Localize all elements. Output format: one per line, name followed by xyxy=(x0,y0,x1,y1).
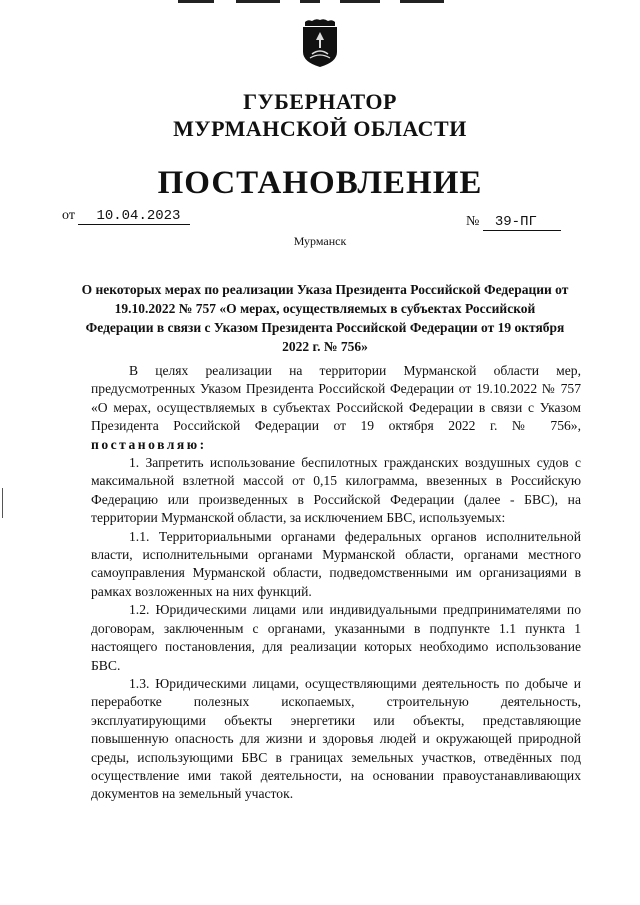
city: Мурманск xyxy=(293,234,347,248)
scan-margin-mark xyxy=(2,488,3,518)
intro-text: В целях реализации на территории Мурманской области мер, предусмотренных Указом Президента Российской Федерации от 19.10.2022 № 757 «О мерах, осуществляемых в субъектах Российской Федерации в связи с Указом Президента Российской Федерации от 19 октября 2022 г. № 756», xyxy=(91,363,581,434)
paragraph-1-3: 1.3. Юридическими лицами, осуществляющими деятельность по добыче и переработке полезных ископаемых, строительную деятельность, эксплуатирующими объекты энергетики или объекты, представляющие повышенную опасность для жизни и здоровья людей и окружающей природной среды, использующими БВС в границах земельных участков, отведённых под осуществление ими такой деятельности, на основании правоустанавливающих документов на земельный участок. xyxy=(91,675,581,802)
number-prefix: № xyxy=(466,214,480,229)
document-date: 10.04.2023 xyxy=(78,208,190,225)
scan-mark xyxy=(400,0,444,3)
date-row xyxy=(62,208,190,225)
document-number: 39-ПГ xyxy=(483,214,561,231)
scan-mark xyxy=(340,0,380,3)
document-body xyxy=(91,362,581,804)
document-type: ПОСТАНОВЛЕНИЕ xyxy=(157,165,483,201)
coat-of-arms-icon xyxy=(300,18,340,68)
governor-title-line2: МУРМАНСКОЙ ОБЛАСТИ xyxy=(173,116,467,141)
scan-mark xyxy=(178,0,214,3)
scan-mark xyxy=(236,0,280,3)
paragraph-1-1: 1.1. Территориальными органами федеральных органов исполнительной власти, исполнительными органами Мурманской области, органами местного самоуправления Мурманской области, подведомственными им организациями в рамках возложенных на них функций. xyxy=(91,528,581,599)
paragraph-1: 1. Запретить использование беспилотных гражданских воздушных судов с максимальной взлетной массой от 0,15 килограмма, ввезенных в Российскую Федерацию или произведенных в Российской Федерации (далее - БВС), на территории Мурманской области, за исключением БВС, используемых: xyxy=(91,455,581,526)
governor-title-line1: ГУБЕРНАТОР xyxy=(243,89,397,114)
date-prefix: от xyxy=(62,208,75,223)
intro-paragraph xyxy=(91,362,581,454)
decree-word: постановляю: xyxy=(91,436,207,452)
number-row xyxy=(466,214,561,231)
paragraph-1-2: 1.2. Юридическими лицами или индивидуальными предпринимателями по договорам, заключенным с органами, указанными в подпункте 1.1 пункта 1 настоящего постановления, для реализации которых необходимо использование БВС. xyxy=(91,602,581,673)
scan-mark xyxy=(300,0,320,3)
document-heading: О некоторых мерах по реализации Указа Президента Российской Федерации от 19.10.2022 № 757 «О мерах, осуществляемых в субъектах Российской Федерации в связи с Указом Президента Российской Федерации от 19 октября 2022 г. № 756» xyxy=(81,282,569,354)
